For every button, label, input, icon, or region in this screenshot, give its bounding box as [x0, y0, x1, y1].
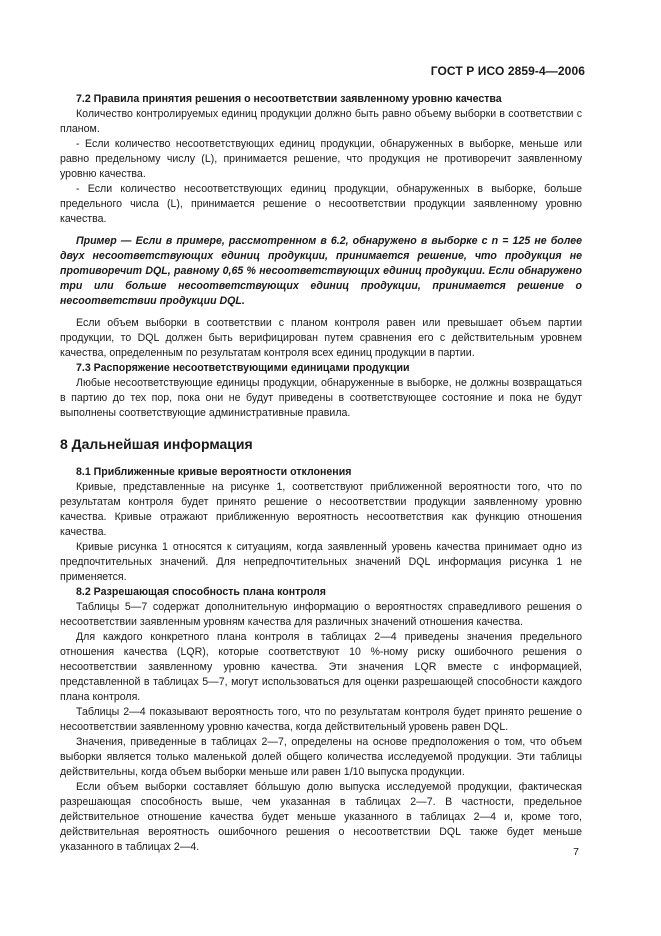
section-8-title: 8 Дальнейшая информация [60, 436, 253, 452]
section-7-3-heading: 7.3 Распоряжение несоответствующими единицами продукции [76, 362, 410, 374]
section-7-2-heading: 7.2 Правила принятия решения о несоответствии заявленному уровню качества [76, 93, 502, 105]
section-8-2-paragraph-3: Таблицы 2—4 показывают вероятность того, что по результатам контроля будет принято решение о несоответствии заявленному уровню качества, когда действительный уровень равен DQL. [60, 706, 582, 733]
section-8-2-paragraph-4: Значения, приведенные в таблицах 2—7, определены на основе предположения о том, что объем выборки является только маленькой долей общего количества исследуемой продукции. Эти таблицы действительны, когда объем выборки меньше или равен 1/10 выпуска продукции. [60, 736, 582, 778]
section-7-2-bullet-2: - Если количество несоответствующих единиц продукции, обнаруженных в выборке, больше предельного числа (L), принимается решение о несоответствии продукции заявленному уровню качества. [60, 183, 582, 225]
section-8-2-heading: 8.2 Разрешающая способность плана контроля [76, 586, 326, 598]
section-7-2-paragraph-1: Количество контролируемых единиц продукции должно быть равно объему выборки в соответствии с планом. [60, 108, 582, 135]
section-7-2-paragraph-2: Если объем выборки в соответствии с планом контроля равен или превышает объем партии продукции, то DQL должен быть верифицирован путем сравнения его с действительным уровнем качества, определенным по результатам контроля всех единиц продукции в партии. [60, 317, 582, 359]
section-8-2-paragraph-5: Если объем выборки составляет бо́льшую долю выпуска исследуемой продукции, фактическая разрешающая способность выше, чем указанная в таблицах 2—7. В частности, предельное действительное отношение качества будет меньше указанного в таблицах 2—4 и, кроме того, действительная вероятность ошибочного решения о несоответствии DQL также будет меньше указанного в таблицах 2—4. [60, 781, 582, 853]
section-8-1-paragraph-1: Кривые, представленные на рисунке 1, соответствуют приближенной вероятности того, что по результатам контроля будет принято решение о несоответствии продукции заявленному уровню качества. Кривые отражают приближенную вероятность несоответствия как функцию отношения качества. [60, 481, 582, 538]
section-7-2-example: Пример — Если в примере, рассмотренном в 6.2, обнаружено в выборке с n = 125 не более двух несоответствующих единиц продукции, принимается решение, что продукция не противоречит DQL, равному 0,65 % несоответствующих единиц продукции. Если обнаружено три или больше несоответствующих единиц продукции, принимается решение о несоответствии продукции DQL. [60, 235, 582, 307]
document-id-header: ГОСТ Р ИСО 2859-4—2006 [430, 64, 585, 78]
section-7-2-bullet-1: - Если количество несоответствующих единиц продукции, обнаруженных в выборке, меньше или равно предельному числу (L), принимается решение, что продукция не противоречит заявленному уровню качества. [60, 138, 582, 180]
section-8-2-paragraph-1: Таблицы 5—7 содержат дополнительную информацию о вероятностях справедливого решения о несоответствии заявленным уровням качества для различных значений отношения качества. [60, 601, 582, 628]
section-8-2-paragraph-2: Для каждого конкретного плана контроля в таблицах 2—4 приведены значения предельного отношения качества (LQR), которые соответствуют 10 %-ному риску ошибочного решения о несоответствии заявленному уровню качества. Эти значения LQR вместе с информацией, представленной в таблицах 5—7, могут использоваться для оценки разрешающей способности каждого плана контроля. [60, 631, 582, 703]
section-8-1-paragraph-2: Кривые рисунка 1 относятся к ситуациям, когда заявленный уровень качества принимает одно из предпочтительных значений. Для непредпочтительных значений DQL информация рисунка 1 не применяется. [60, 541, 582, 583]
document-body [60, 92, 582, 855]
section-8-1-heading: 8.1 Приближенные кривые вероятности отклонения [76, 466, 352, 478]
section-7-3-paragraph-1: Любые несоответствующие единицы продукции, обнаруженные в выборке, не должны возвращаться в партию до тех пор, пока они не будут приведены в соответствующее состояние и пока не будут выполнены соответствующие административные правила. [60, 377, 582, 419]
page-number: 7 [573, 846, 579, 858]
